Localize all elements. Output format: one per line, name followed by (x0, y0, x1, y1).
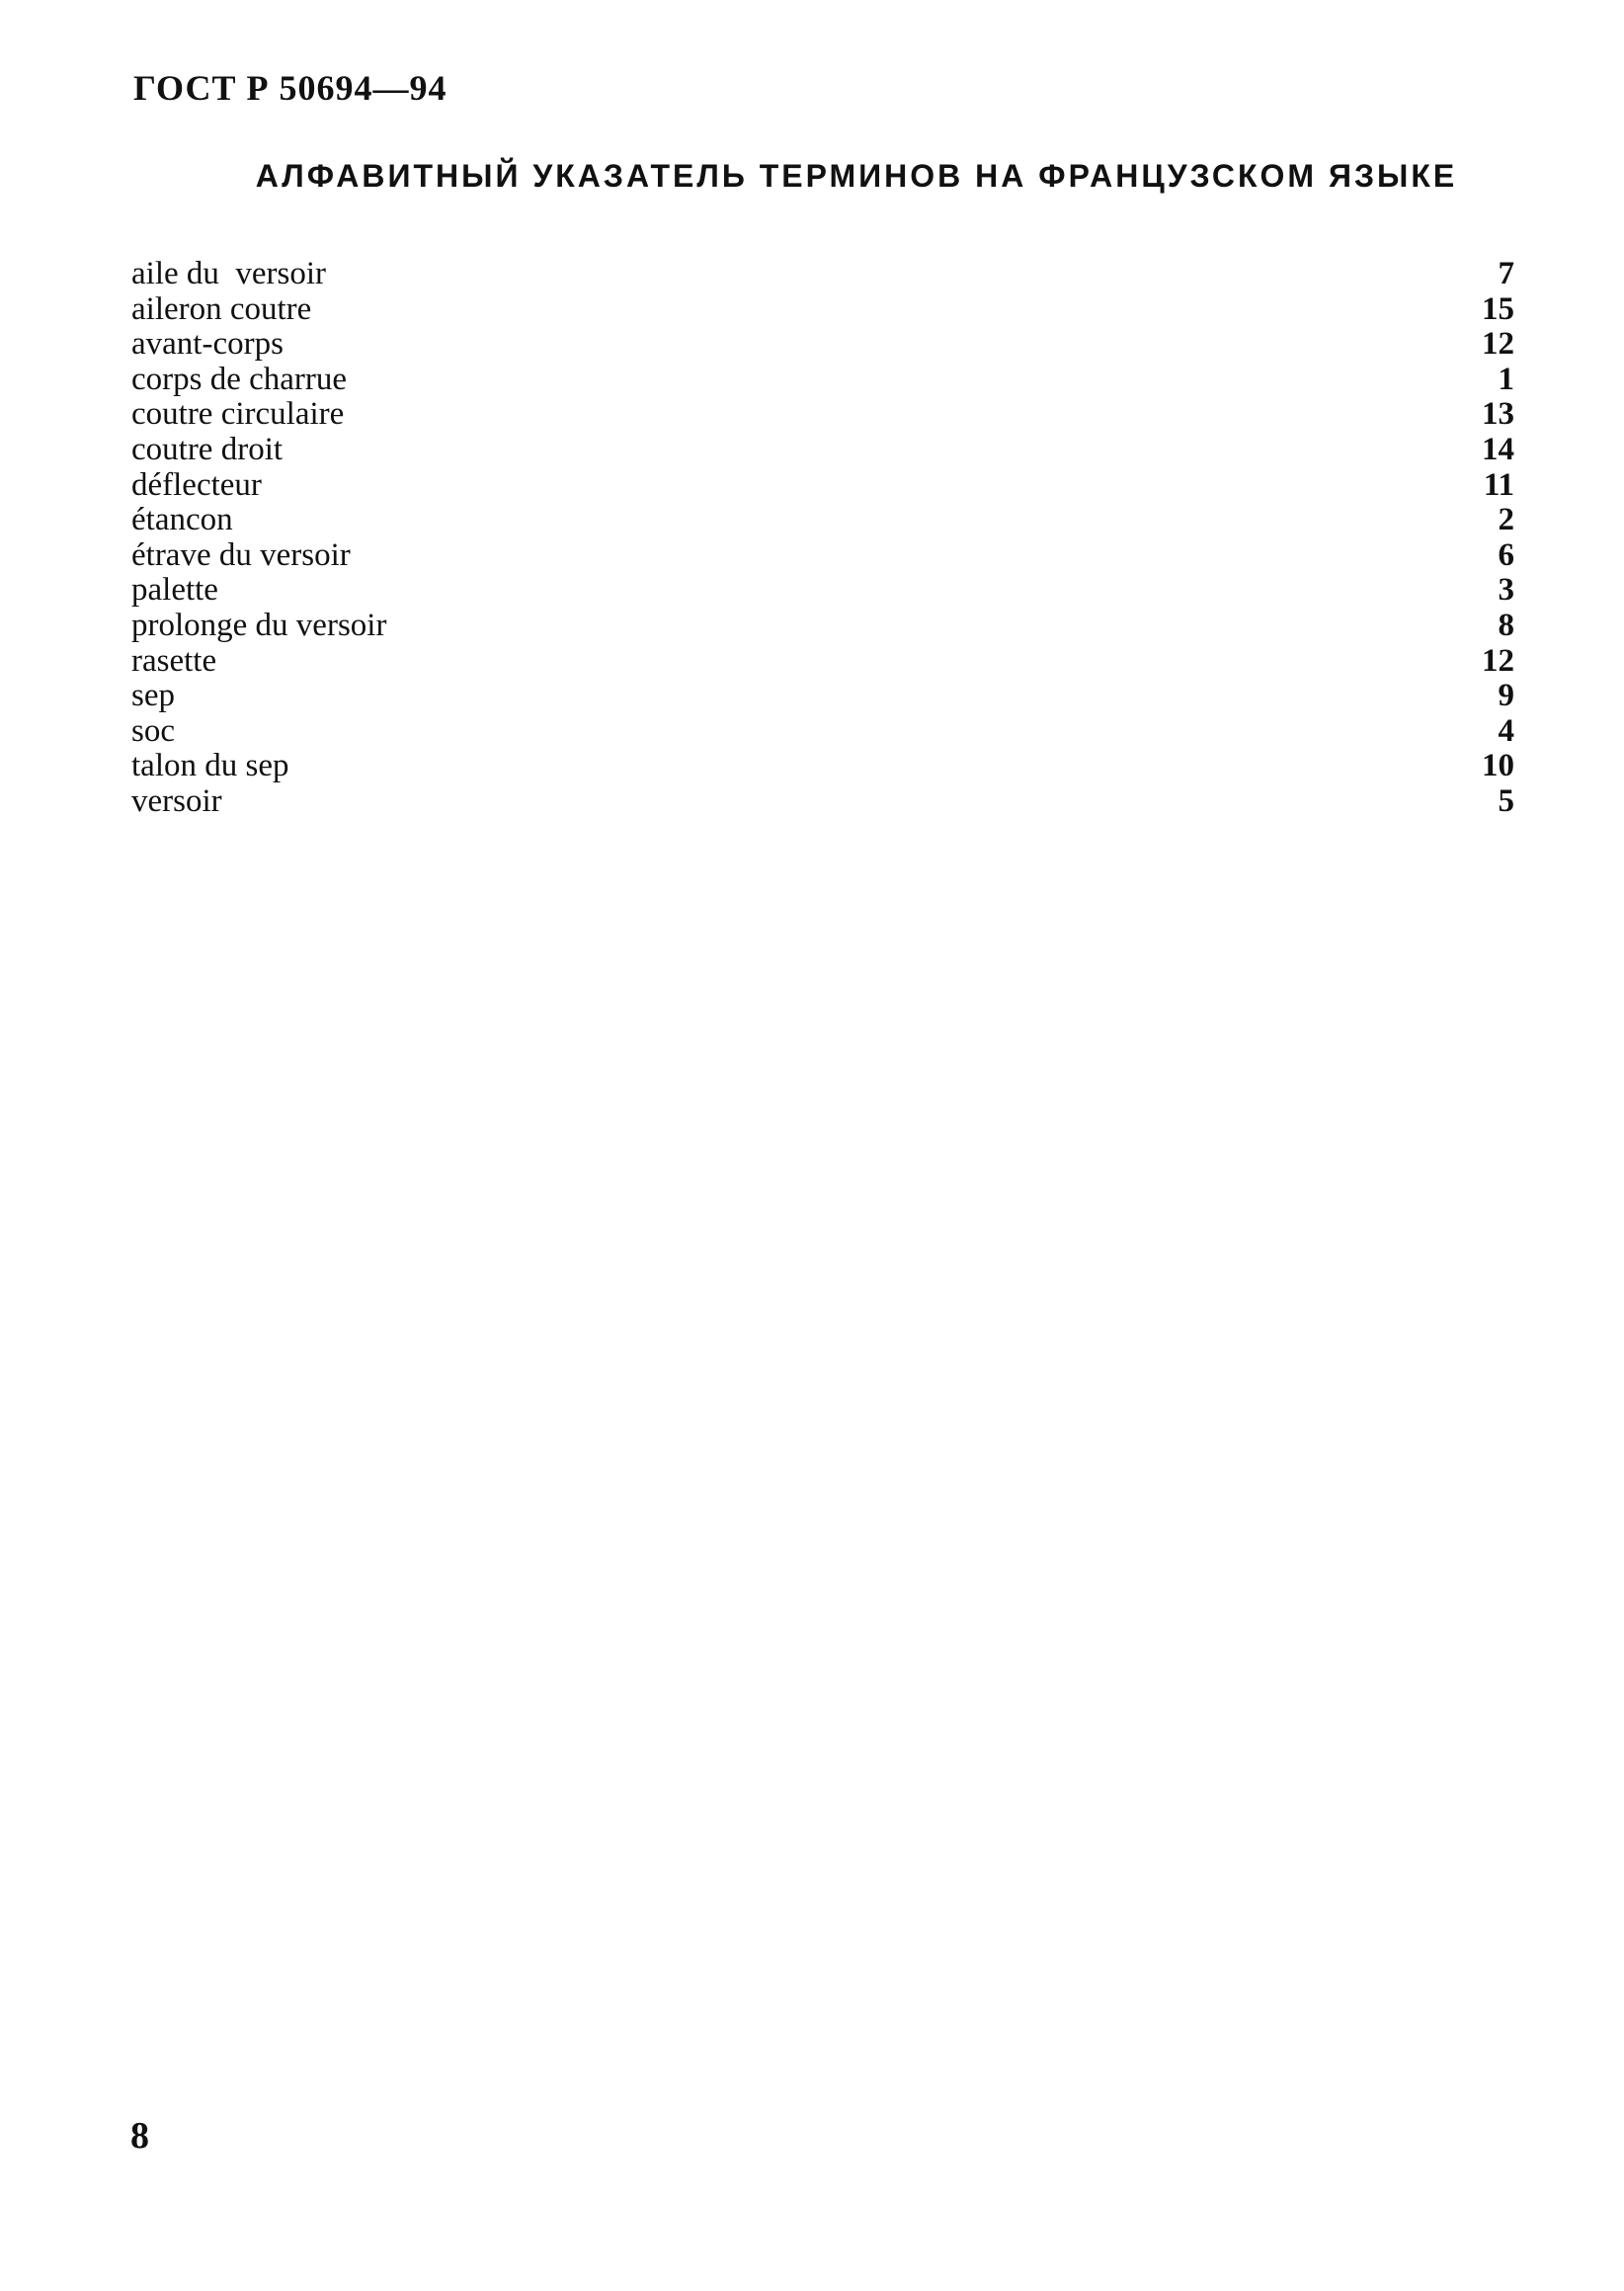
index-term: coutre circulaire (131, 396, 345, 433)
page-title: АЛФАВИТНЫЙ УКАЗАТЕЛЬ ТЕРМИНОВ НА ФРАНЦУЗСКОМ ЯЗЫКЕ (255, 158, 1458, 194)
index-row (131, 468, 1514, 504)
index-number: 3 (1498, 572, 1514, 609)
index-row (131, 573, 1514, 609)
index-row (131, 257, 1514, 292)
index-number: 13 (1482, 396, 1514, 433)
index-row (131, 644, 1514, 680)
index-term: versoir (131, 782, 222, 819)
index-row (131, 363, 1514, 398)
index-row (131, 503, 1514, 538)
index-term: rasette (131, 642, 217, 679)
index-row (131, 714, 1514, 750)
index-row (131, 327, 1514, 363)
index-row (131, 292, 1514, 328)
index-number: 6 (1498, 536, 1514, 573)
index-term: coutre droit (131, 431, 284, 467)
index-number: 5 (1498, 782, 1514, 819)
page-number: 8 (130, 2115, 149, 2157)
index-term: soc (131, 712, 175, 749)
index-row (131, 749, 1514, 784)
index-term: avant-corps (131, 326, 284, 363)
index-term: aileron coutre (131, 290, 312, 327)
index-number: 7 (1498, 256, 1514, 291)
index-row (131, 538, 1514, 574)
index-number: 12 (1482, 326, 1514, 363)
index-number: 8 (1498, 607, 1514, 643)
index-number: 2 (1498, 502, 1514, 538)
index-term: palette (131, 572, 218, 609)
index-term: corps de charrue (131, 361, 348, 397)
term-index-list (131, 257, 1514, 820)
standard-code: ГОСТ Р 50694—94 (133, 68, 447, 108)
index-row (131, 679, 1514, 714)
index-number: 4 (1498, 712, 1514, 749)
index-row (131, 609, 1514, 644)
index-term: déflecteur (131, 466, 262, 503)
index-row (131, 433, 1514, 468)
index-number: 11 (1483, 466, 1514, 503)
index-term: prolonge du versoir (131, 607, 387, 643)
index-term: étrave du versoir (131, 536, 351, 573)
index-row (131, 397, 1514, 433)
index-number: 1 (1498, 361, 1514, 397)
index-term: sep (131, 678, 175, 714)
index-term: talon du sep (131, 748, 289, 784)
index-number: 12 (1482, 642, 1514, 679)
index-number: 14 (1482, 431, 1514, 467)
index-number: 10 (1482, 748, 1514, 784)
index-term: étancon (131, 502, 233, 538)
index-number: 9 (1498, 678, 1514, 714)
index-term: aile du versoir (131, 256, 327, 291)
index-number: 15 (1482, 290, 1514, 327)
index-row (131, 784, 1514, 820)
